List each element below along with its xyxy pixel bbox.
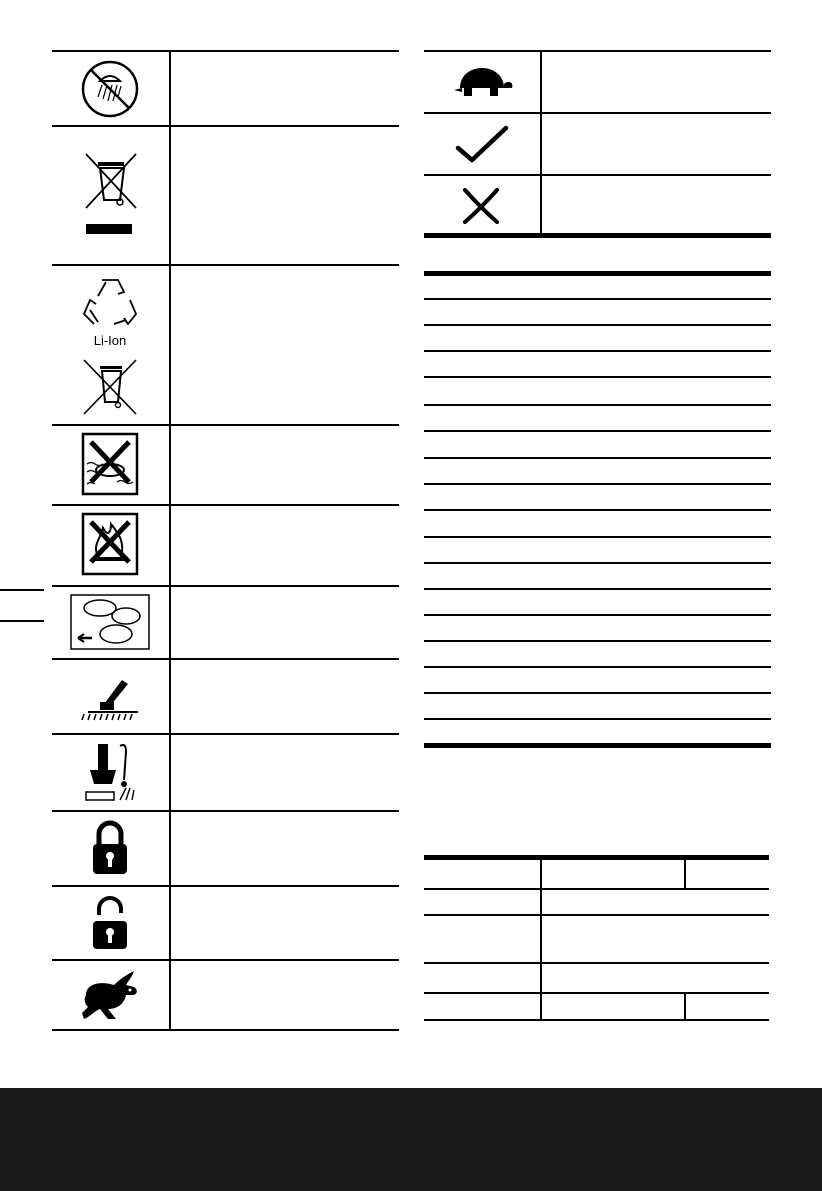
mower-docking-icon [70,594,150,650]
no-water-icon [81,432,139,496]
edge-marker-top [0,589,44,591]
lock-icon [85,817,135,879]
edge-marker-bottom [0,620,44,622]
cutting-height-icon [78,668,142,722]
rabbit-icon [76,964,144,1024]
crossed-wheelie-bin-icon-small [80,358,140,418]
charging-contacts-icon [80,740,140,804]
crossed-wheelie-bin-icon [80,150,140,240]
li-ion-label: Li-Ion [93,333,127,348]
no-fire-icon [81,512,139,576]
turtle-icon [450,62,514,102]
checkmark-icon [452,122,512,166]
page-footer-band [0,1088,822,1191]
cross-icon [458,184,504,228]
li-ion-recycle-icon [80,272,140,332]
unlock-icon [85,892,135,954]
no-rain-icon [79,58,141,120]
